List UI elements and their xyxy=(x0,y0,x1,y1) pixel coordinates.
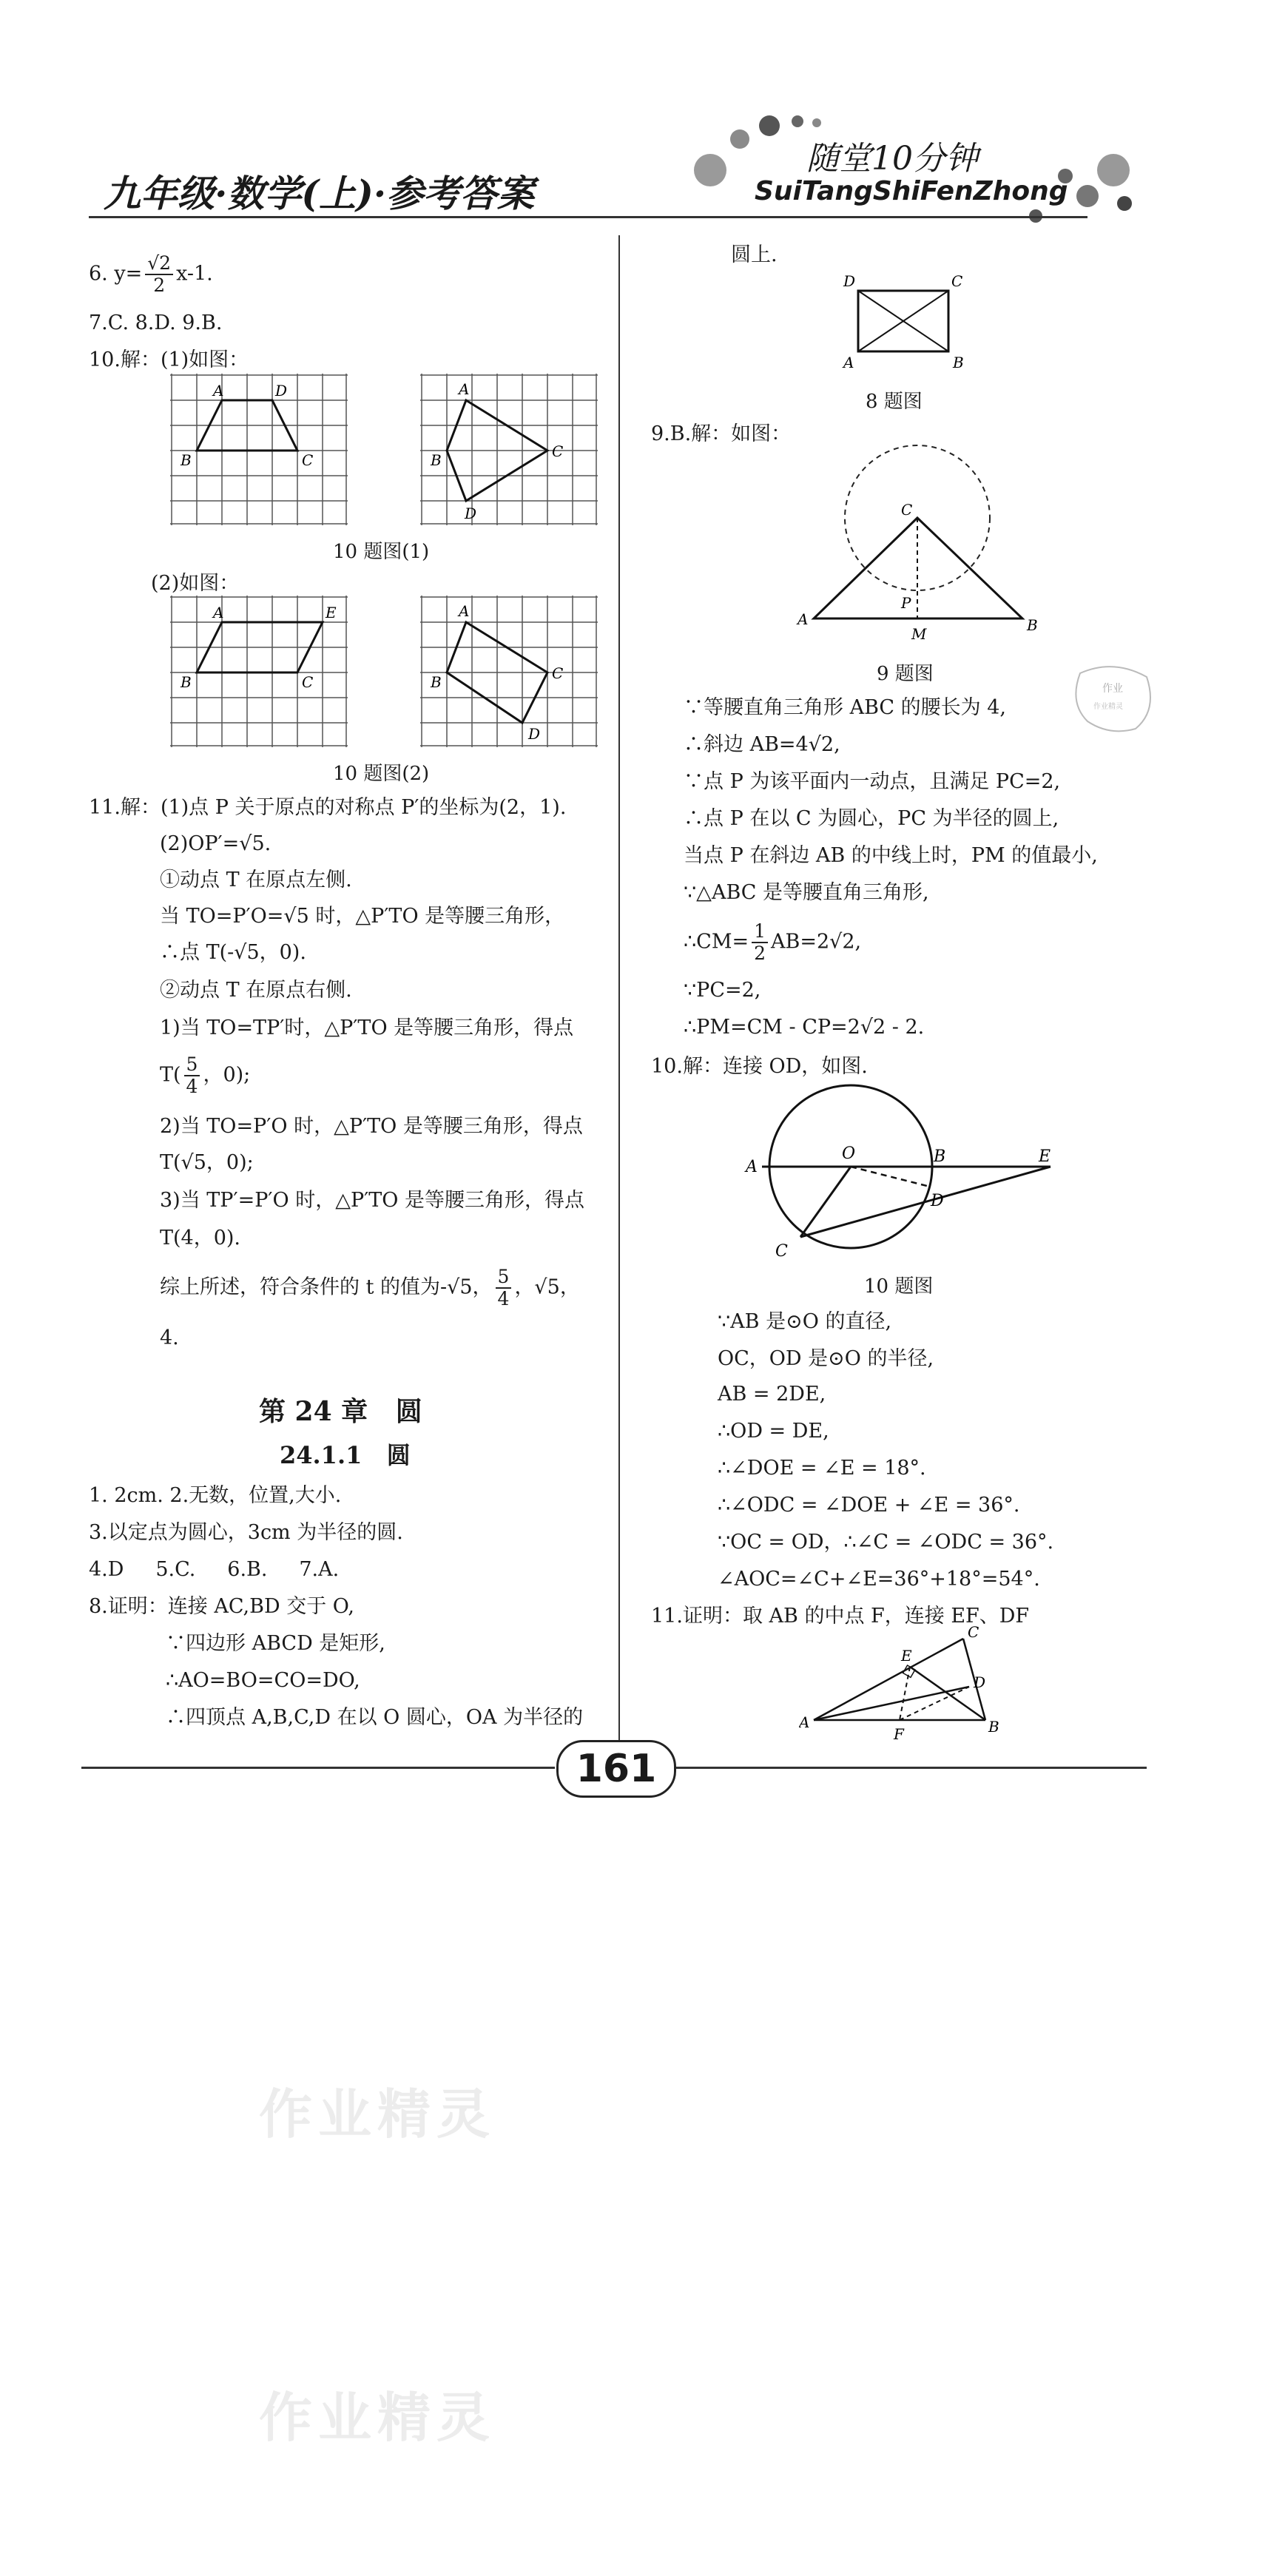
r10-line3: OC，OD 是⊙O 的半径, xyxy=(718,1347,934,1370)
svg-text:B: B xyxy=(953,354,964,371)
s8-line1: 8.证明：连接 AC,BD 交于 O, xyxy=(89,1595,354,1618)
r10-line6: ∴∠DOE = ∠E = 18°. xyxy=(718,1457,926,1480)
fig9-caption: 9 题图 xyxy=(877,663,934,685)
r9-line6: 当点 P 在斜边 AB 的中线上时，PM 的值最小, xyxy=(684,844,1098,867)
header-right-subtitle: SuiTangShiFenZhong xyxy=(755,176,1068,206)
fig10-1-caption: 10 题图(1) xyxy=(333,541,430,563)
s8-line4: ∴四顶点 A,B,C,D 在以 O 圆心，OA 为半径的 xyxy=(166,1706,584,1729)
svg-text:E: E xyxy=(901,1647,912,1665)
r9-line8: ∴CM= $\frac{1}{2}$ AB=2√2, xyxy=(684,920,862,964)
s1-answer: 1. 2cm. 2.无数，位置,大小. xyxy=(89,1484,342,1507)
svg-text:A: A xyxy=(843,354,854,371)
svg-text:A: A xyxy=(213,604,224,621)
svg-text:C: C xyxy=(775,1242,788,1259)
svg-text:D: D xyxy=(275,382,288,399)
svg-text:A: A xyxy=(797,610,809,628)
fig10-circle-secant-diagram xyxy=(740,1082,1065,1259)
fig10-2-grid-rectangle xyxy=(420,596,598,747)
r9-line5: ∴点 P 在以 C 为圆心，PC 为半径的圆上, xyxy=(684,807,1059,830)
footer-rule-right xyxy=(673,1767,1147,1769)
r10-line1: 10.解：连接 OD，如图. xyxy=(651,1055,868,1078)
svg-text:D: D xyxy=(843,272,856,290)
svg-text:B: B xyxy=(934,1147,946,1166)
svg-text:C: C xyxy=(901,501,913,519)
q11-line6: ②动点 T 在原点右侧. xyxy=(160,979,352,1002)
fig10-caption: 10 题图 xyxy=(864,1275,934,1298)
fig10-2-caption: 10 题图(2) xyxy=(333,763,430,785)
page-number: 161 xyxy=(576,1747,657,1791)
q10-line1: 10.解：(1)如图： xyxy=(89,348,249,371)
header xyxy=(0,0,1268,222)
r10-line5: ∴OD = DE, xyxy=(718,1420,829,1443)
section-title: 24.1.1 圆 xyxy=(280,1441,411,1469)
svg-text:C: C xyxy=(968,1624,979,1641)
svg-text:B: B xyxy=(988,1718,999,1736)
r10-line8: ∵OC = OD，∴∠C = ∠ODC = 36°. xyxy=(718,1531,1054,1554)
svg-text:B: B xyxy=(1027,616,1038,634)
svg-text:B: B xyxy=(431,451,442,469)
q11-line9: 2)当 TO=P′O 时，△P′TO 是等腰三角形，得点 xyxy=(160,1115,583,1138)
svg-text:B: B xyxy=(181,673,192,691)
q10-part2: (2)如图： xyxy=(151,572,240,595)
r10-line9: ∠AOC=∠C+∠E=36°+18°=54°. xyxy=(718,1568,1040,1591)
svg-text:D: D xyxy=(465,505,477,522)
svg-text:A: A xyxy=(213,382,224,399)
r9-line1: 9.B.解：如图： xyxy=(651,422,792,445)
svg-text:B: B xyxy=(181,451,192,469)
stamp-icon xyxy=(1065,658,1161,740)
r10-line7: ∴∠ODC = ∠DOE + ∠E = 36°. xyxy=(718,1494,1020,1517)
svg-text:A: A xyxy=(459,380,470,398)
column-divider xyxy=(618,235,620,1744)
r10-line4: AB = 2DE, xyxy=(718,1383,826,1406)
watermark-2: 作业精灵 xyxy=(259,2387,496,2449)
svg-text:E: E xyxy=(326,604,337,621)
q11-line14: 4. xyxy=(160,1326,179,1349)
q11-line7: 1)当 TO=TP′时，△P′TO 是等腰三角形，得点 xyxy=(160,1016,574,1039)
s8-line2: ∵四边形 ABCD 是矩形, xyxy=(166,1632,385,1655)
svg-text:C: C xyxy=(552,442,564,460)
svg-text:A: A xyxy=(459,602,470,620)
s3-answer: 3.以定点为圆心，3cm 为半径的圆. xyxy=(89,1521,403,1544)
q11-line1: 11.解：(1)点 P 关于原点的对称点 P′的坐标为(2，1). xyxy=(89,796,567,819)
svg-text:D: D xyxy=(974,1673,986,1691)
r9-line7: ∵△ABC 是等腰直角三角形, xyxy=(684,881,929,904)
r11-line1: 11.证明：取 AB 的中点 F，连接 EF、DF xyxy=(651,1605,1030,1628)
header-right-title: 随堂10分钟 xyxy=(806,140,978,178)
watermark-1: 作业精灵 xyxy=(259,2083,496,2145)
q11-line3: ①动点 T 在原点左侧. xyxy=(160,869,352,891)
s8-line3: ∴AO=BO=CO=DO, xyxy=(166,1669,360,1692)
svg-text:作业精灵: 作业精灵 xyxy=(1093,703,1123,711)
r9-line3: ∴斜边 AB=4√2, xyxy=(684,733,840,756)
r9-line9: ∵PC=2, xyxy=(684,979,761,1002)
fig10-2-grid-parallelogram xyxy=(170,596,348,747)
q11-line13: 综上所述，符合条件的 t 的值为-√5， $\frac{5}{4}$ ，√5， xyxy=(160,1266,580,1309)
fig8-rectangle-diagram xyxy=(836,270,969,374)
footer-rule-left xyxy=(81,1767,555,1769)
svg-text:A: A xyxy=(746,1158,758,1176)
fig10-1-grid-trapezoid xyxy=(170,374,348,525)
svg-text:M: M xyxy=(911,625,927,643)
r9-line4: ∵点 P 为该平面内一动点，且满足 PC=2, xyxy=(684,770,1061,793)
q11-line12: T(4，0). xyxy=(160,1227,241,1250)
svg-text:D: D xyxy=(931,1192,944,1210)
svg-text:C: C xyxy=(302,673,314,691)
fig11-triangle-diagram xyxy=(799,1624,1021,1753)
svg-text:作业: 作业 xyxy=(1102,683,1123,695)
q6-answer: 6. y= $\frac{√2}{2}$ x-1. xyxy=(89,252,213,296)
svg-text:C: C xyxy=(552,664,564,682)
header-left-title: 九年级·数学(上)·参考答案 xyxy=(104,172,535,215)
page-number-badge xyxy=(556,1740,676,1798)
svg-text:C: C xyxy=(951,272,963,290)
svg-text:A: A xyxy=(799,1713,810,1731)
r9-line2: ∵等腰直角三角形 ABC 的腰长为 4, xyxy=(684,696,1007,719)
chapter-title: 第 24 章 圆 xyxy=(259,1396,422,1427)
svg-text:B: B xyxy=(431,673,442,691)
svg-text:C: C xyxy=(302,451,314,469)
svg-text:F: F xyxy=(894,1725,904,1743)
header-rule xyxy=(89,216,1087,218)
fig8-caption: 8 题图 xyxy=(866,391,923,413)
r1-line: 圆上. xyxy=(731,243,778,266)
fig9-triangle-circle-diagram xyxy=(792,444,1043,647)
svg-text:O: O xyxy=(842,1144,856,1163)
svg-text:E: E xyxy=(1039,1147,1051,1166)
q11-line2: (2)OP′=√5. xyxy=(160,832,272,855)
r10-line2: ∵AB 是⊙O 的直径, xyxy=(718,1310,892,1333)
q11-line11: 3)当 TP′=P′O 时，△P′TO 是等腰三角形，得点 xyxy=(160,1189,585,1212)
svg-text:D: D xyxy=(528,725,541,743)
s4-answer: 4.D 5.C. 6.B. 7.A. xyxy=(89,1558,340,1581)
q11-line5: ∴点 T(-√5，0). xyxy=(160,941,306,964)
q11-line4: 当 TO=P′O=√5 时，△P′TO 是等腰三角形， xyxy=(160,905,565,928)
q11-line8: T( $\frac{5}{4}$ ，0); xyxy=(160,1053,251,1097)
q7-9-answers: 7.C. 8.D. 9.B. xyxy=(89,311,223,334)
q11-line10: T(√5，0); xyxy=(160,1151,254,1174)
fig10-1-grid-kite xyxy=(420,374,598,525)
r9-line10: ∴PM=CM - CP=2√2 - 2. xyxy=(684,1016,925,1039)
svg-text:P: P xyxy=(901,594,911,612)
